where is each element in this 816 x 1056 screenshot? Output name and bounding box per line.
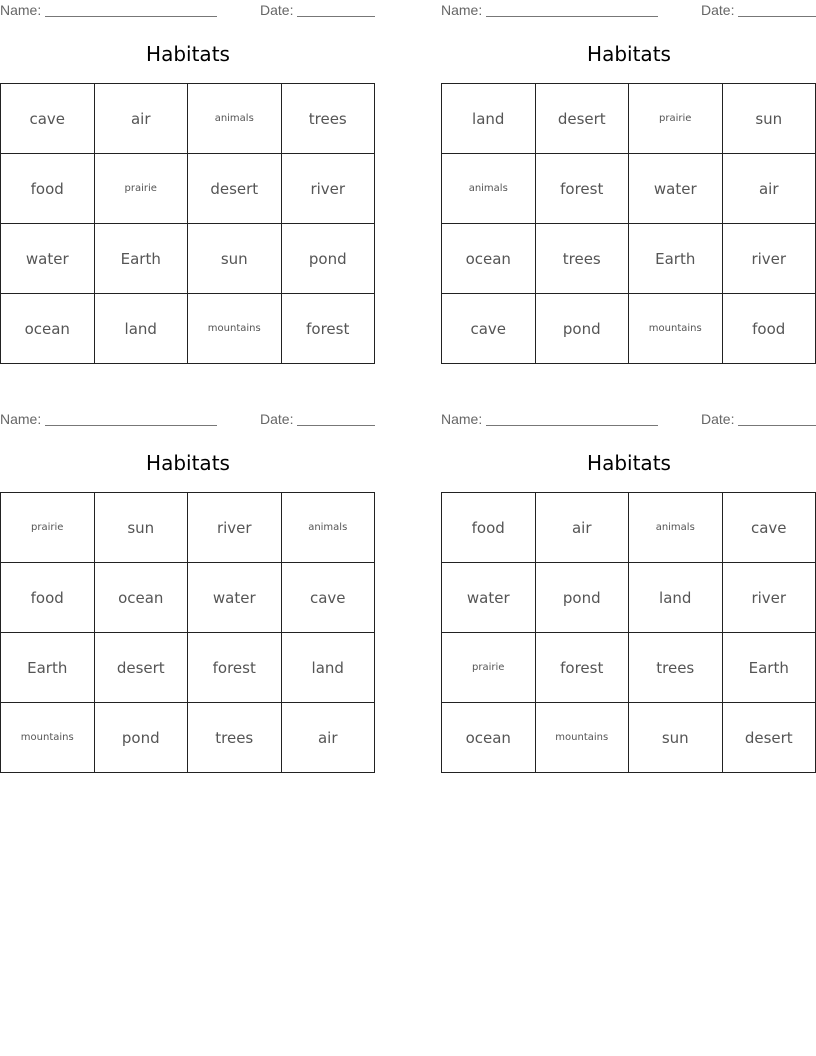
card-title: Habitats	[146, 42, 230, 66]
bingo-cell: prairie	[95, 154, 189, 224]
bingo-cell: land	[629, 563, 723, 633]
bingo-cell: trees	[629, 633, 723, 703]
bingo-cell: pond	[536, 563, 630, 633]
bingo-cell: trees	[188, 703, 282, 773]
bingo-cell: trees	[536, 224, 630, 294]
bingo-cell: ocean	[442, 703, 536, 773]
bingo-cell: cave	[442, 294, 536, 364]
bingo-cell: ocean	[442, 224, 536, 294]
name-label: Name:	[0, 411, 42, 427]
bingo-cell: sun	[188, 224, 282, 294]
bingo-cell: food	[1, 154, 95, 224]
bingo-cell: ocean	[1, 294, 95, 364]
bingo-cell: desert	[536, 84, 630, 154]
bingo-cell: Earth	[1, 633, 95, 703]
bingo-grid	[0, 83, 375, 364]
bingo-cell: Earth	[629, 224, 723, 294]
date-label: Date:	[701, 2, 735, 18]
bingo-cell: pond	[95, 703, 189, 773]
bingo-cell: trees	[282, 84, 376, 154]
date-label: Date:	[260, 411, 294, 427]
bingo-cell: river	[723, 563, 816, 633]
bingo-cell: mountains	[629, 294, 723, 364]
bingo-cell: Earth	[723, 633, 816, 703]
bingo-cell: cave	[1, 84, 95, 154]
bingo-cell: Earth	[95, 224, 189, 294]
bingo-cell: river	[282, 154, 376, 224]
card-title: Habitats	[587, 42, 671, 66]
date-blank-line	[738, 425, 816, 426]
name-date-header	[0, 409, 376, 431]
bingo-cell: prairie	[1, 493, 95, 563]
date-label: Date:	[260, 2, 294, 18]
bingo-cell: pond	[282, 224, 376, 294]
name-blank-line	[486, 16, 658, 17]
name-date-header	[441, 0, 816, 22]
date-blank-line	[297, 425, 375, 426]
card-title: Habitats	[587, 451, 671, 475]
bingo-cell: water	[1, 224, 95, 294]
bingo-cell: sun	[723, 84, 816, 154]
bingo-cell: mountains	[1, 703, 95, 773]
bingo-cell: river	[723, 224, 816, 294]
bingo-cell: forest	[536, 154, 630, 224]
bingo-cell: river	[188, 493, 282, 563]
bingo-cell: water	[629, 154, 723, 224]
bingo-grid	[0, 492, 375, 773]
bingo-card	[441, 409, 816, 747]
bingo-cell: forest	[282, 294, 376, 364]
bingo-grid	[441, 83, 816, 364]
date-label: Date:	[701, 411, 735, 427]
date-blank-line	[738, 16, 816, 17]
bingo-cell: desert	[95, 633, 189, 703]
bingo-cell: forest	[536, 633, 630, 703]
bingo-cell: cave	[723, 493, 816, 563]
bingo-cell: prairie	[442, 633, 536, 703]
bingo-cell: forest	[188, 633, 282, 703]
name-label: Name:	[441, 411, 483, 427]
bingo-cell: animals	[282, 493, 376, 563]
name-label: Name:	[441, 2, 483, 18]
bingo-cell: sun	[629, 703, 723, 773]
bingo-cell: pond	[536, 294, 630, 364]
bingo-cell: desert	[723, 703, 816, 773]
name-date-header	[0, 0, 376, 22]
bingo-cell: sun	[95, 493, 189, 563]
bingo-cell: land	[442, 84, 536, 154]
bingo-card	[0, 409, 376, 747]
name-blank-line	[45, 425, 217, 426]
bingo-cell: water	[442, 563, 536, 633]
name-date-header	[441, 409, 816, 431]
bingo-cell: water	[188, 563, 282, 633]
bingo-cell: mountains	[188, 294, 282, 364]
name-blank-line	[45, 16, 217, 17]
bingo-cell: air	[282, 703, 376, 773]
bingo-cell: mountains	[536, 703, 630, 773]
card-title: Habitats	[146, 451, 230, 475]
bingo-cell: prairie	[629, 84, 723, 154]
name-label: Name:	[0, 2, 42, 18]
bingo-cell: land	[282, 633, 376, 703]
bingo-grid	[441, 492, 816, 773]
bingo-card	[441, 0, 816, 338]
bingo-cell: animals	[629, 493, 723, 563]
bingo-cell: animals	[188, 84, 282, 154]
bingo-cell: animals	[442, 154, 536, 224]
bingo-cell: food	[442, 493, 536, 563]
bingo-cell: ocean	[95, 563, 189, 633]
bingo-cell: food	[1, 563, 95, 633]
bingo-cell: desert	[188, 154, 282, 224]
bingo-cell: air	[536, 493, 630, 563]
bingo-cell: cave	[282, 563, 376, 633]
name-blank-line	[486, 425, 658, 426]
bingo-card	[0, 0, 376, 338]
bingo-cell: land	[95, 294, 189, 364]
bingo-cell: air	[95, 84, 189, 154]
date-blank-line	[297, 16, 375, 17]
bingo-cell: food	[723, 294, 816, 364]
bingo-cell: air	[723, 154, 816, 224]
